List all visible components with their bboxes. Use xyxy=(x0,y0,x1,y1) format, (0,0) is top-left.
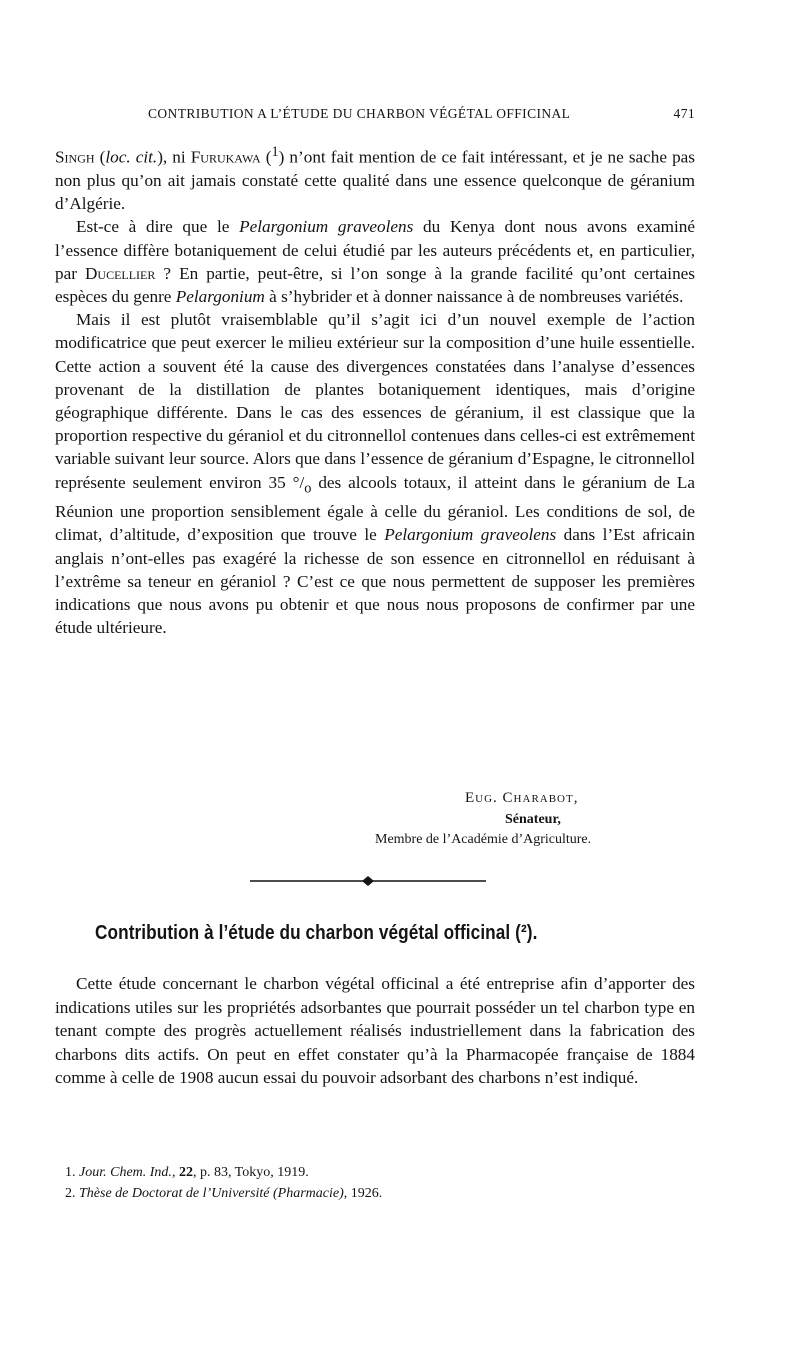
article-body-2 xyxy=(55,972,695,1090)
page-header xyxy=(120,106,695,128)
paragraph: Est-ce à dire que le Pelargonium graveolens du Kenya dont nous avons examiné l’essence diffère botaniquement de celui étudié par les auteurs précédents et, en particulier, par Ducellier ? En partie, peut-être, si l’on songe à la grande facilité qu’ont certaines espèces du genre Pelargonium à s’hybrider et à donner naissance à de nombreuses variétés. xyxy=(55,217,696,306)
running-title: CONTRIBUTION A L’ÉTUDE DU CHARBON VÉGÉTAL OFFICINAL xyxy=(148,106,571,121)
signature-name: Eug. Charabot, xyxy=(465,790,579,806)
footnote: 2. Thèse de Doctorat de l’Université (Pharmacie), 1926. xyxy=(65,1186,383,1201)
paragraph: Mais il est plutôt vraisemblable qu’il s’agit ici d’un nouvel exemple de l’action modificatrice que peut exercer le milieu extérieur sur la composition d’une huile essentielle. Cette action a souvent été la cause des divergences constatées dans l’analyse d’essences provenant de la distillation de plantes botaniquement identiques, mais d’origine géographique différente. Dans le cas des essences de géranium, il est classique que la proportion respective du géraniol et du citronnellol contenues dans celles-ci est extrêmement variable suivant leur source. Alors que dans l’essence de géranium d’Espagne, le citronnellol représente seulement environ 35 $^\circ/_o$ des alcools totaux, il atteint dans le géranium de La Réunion une proportion sensiblement égale à celle du géraniol. Les conditions de sol, de climat, d’altitude, d’exposition que trouve le Pelargonium graveolens dans l’Est africain anglais n’ont-elles pas exagéré la richesse de son essence en citronnellol en réduisant à l’extrême sa teneur en géraniol ? C’est ce que nous permettent de supposer les premières indications que nous avons pu obtenir et que nous nous proposons de confirmer par une étude ultérieure. xyxy=(55,310,695,638)
article-body-1 xyxy=(55,141,695,639)
page-number: 471 xyxy=(673,106,695,121)
signature-role: Sénateur, xyxy=(505,812,561,827)
section-separator xyxy=(250,872,486,890)
paragraph: Cette étude concernant le charbon végétal officinal a été entreprise afin d’apporter des indications utiles sur les propriétés adsorbantes que pourrait posséder un tel charbon type en tenant compte des progrès actuellement réalisés industriellement dans la fabrication des charbons dits actifs. On peut en effet constater qu’à la Pharmacopée française de 1884 comme à celle de 1908 aucun essai du pouvoir adsorbant des charbons n’est indiqué. xyxy=(55,974,695,1088)
footnote: 1. Jour. Chem. Ind., 22, p. 83, Tokyo, 1919. xyxy=(65,1165,309,1180)
paragraph: Singh (loc. cit.), ni Furukawa ($^1$) n’ont fait mention de ce fait intéressant, et je ne sache pas non plus qu’on ait jamais constaté cette qualité dans une essence quelconque de géranium d’Algérie. xyxy=(55,144,695,214)
signature-affiliation: Membre de l’Académie d’Agriculture. xyxy=(375,832,592,847)
footnotes xyxy=(65,1162,685,1204)
section-title: Contribution à l’étude du charbon végétal officinal (²). xyxy=(95,922,538,944)
